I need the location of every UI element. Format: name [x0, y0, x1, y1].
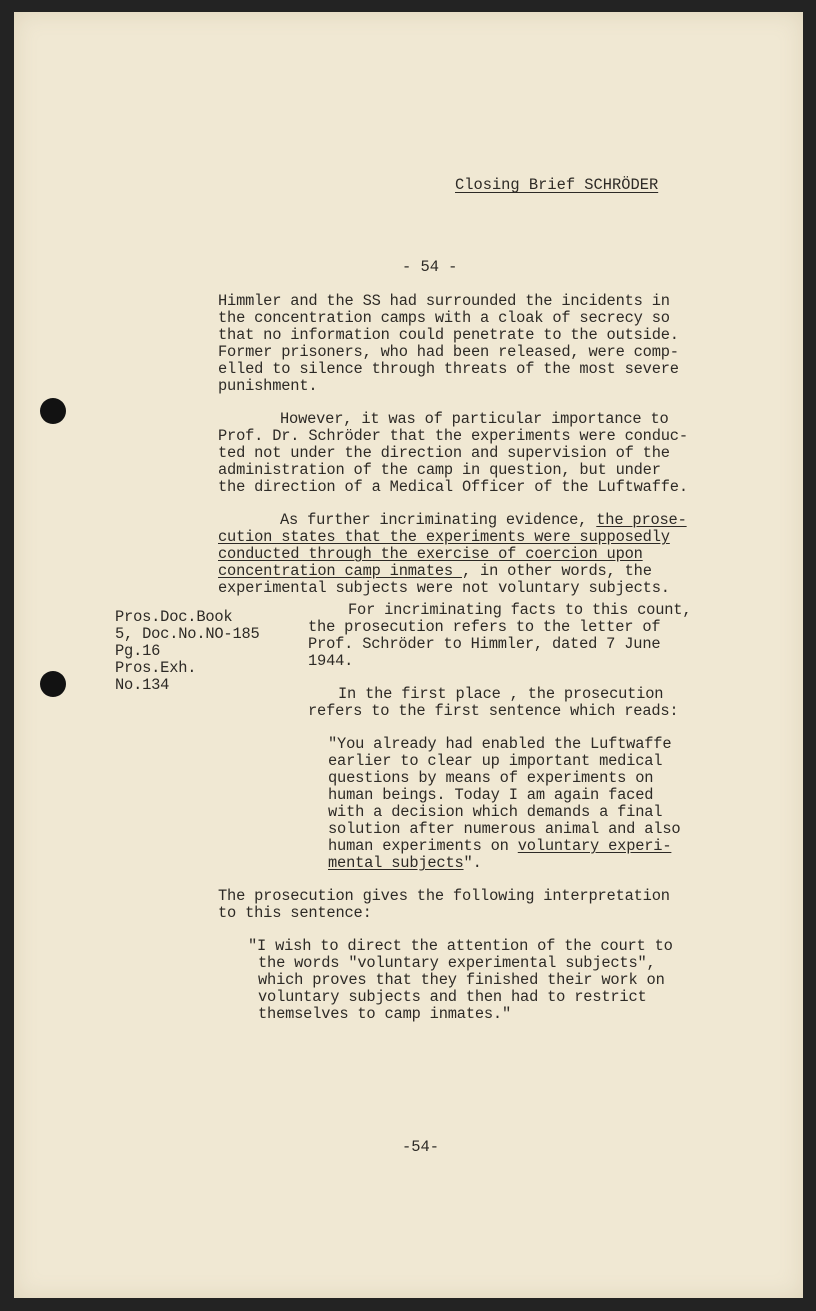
quote-line: human beings. Today I am again faced	[328, 786, 654, 804]
text-line: In the first place , the prosecution	[338, 685, 664, 703]
text-line: refers to the first sentence which reads:	[308, 702, 679, 720]
quote-line: with a decision which demands a final	[328, 803, 663, 821]
text-line: that no information could penetrate to the outside.	[218, 326, 679, 344]
text-line: the concentration camps with a cloak of secrecy so	[218, 309, 670, 327]
text-line: As further incriminating evidence, the prose-	[280, 511, 687, 529]
text-line: For incriminating facts to this count,	[348, 601, 692, 619]
quote-line: questions by means of experiments on	[328, 769, 654, 787]
quote-line: voluntary subjects and then had to restrict	[258, 988, 647, 1006]
margin-note-line: No.134	[115, 676, 170, 694]
page-number-top: - 54 -	[402, 258, 458, 276]
text-line: to this sentence:	[218, 904, 372, 922]
quote-line: mental subjects".	[328, 854, 482, 872]
quote-line: themselves to camp inmates."	[258, 1005, 512, 1023]
margin-note-line: Pros.Doc.Book	[115, 608, 233, 626]
page-number-bottom: -54-	[402, 1138, 439, 1156]
punch-hole	[40, 398, 66, 424]
text-line: administration of the camp in question, but under	[218, 461, 661, 479]
document-title: Closing Brief SCHRÖDER	[455, 176, 659, 194]
text-line: Prof. Dr. Schröder that the experiments were conduc-	[218, 427, 688, 445]
quote-line: "You already had enabled the Luftwaffe	[328, 735, 672, 753]
text-line: Former prisoners, who had been released, were comp-	[218, 343, 679, 361]
margin-note-line: Pros.Exh.	[115, 659, 197, 677]
text-line: punishment.	[218, 377, 318, 395]
document-page	[14, 12, 803, 1298]
text-line: ted not under the direction and supervision of the	[218, 444, 670, 462]
underlined-text: concentration camp inmates	[218, 562, 462, 580]
text-line: elled to silence through threats of the most severe	[218, 360, 679, 378]
text-line: concentration camp inmates , in other words, the	[218, 562, 652, 580]
quote-line: "I wish to direct the attention of the court to	[248, 937, 673, 955]
text-line: The prosecution gives the following interpretation	[218, 887, 670, 905]
quote-line: which proves that they finished their work on	[258, 971, 665, 989]
text-line: However, it was of particular importance to	[280, 410, 669, 428]
text-line: the direction of a Medical Officer of the Luftwaffe.	[218, 478, 688, 496]
text-line: Prof. Schröder to Himmler, dated 7 June	[308, 635, 661, 653]
underlined-text: conducted through the exercise of coercion upon	[218, 545, 643, 563]
text-line: experimental subjects were not voluntary subjects.	[218, 579, 670, 597]
underlined-text: voluntary experi-	[517, 837, 672, 855]
margin-note-line: 5, Doc.No.NO-185	[115, 625, 260, 643]
underlined-text: mental subjects	[328, 854, 464, 872]
quote-line: earlier to clear up important medical	[328, 752, 663, 770]
text-line: Himmler and the SS had surrounded the incidents in	[218, 292, 670, 310]
margin-note-line: Pg.16	[115, 642, 161, 660]
text-line: 1944.	[308, 652, 354, 670]
quote-line: solution after numerous animal and also	[328, 820, 681, 838]
text-line: the prosecution refers to the letter of	[308, 618, 661, 636]
punch-hole	[40, 671, 66, 697]
underlined-text: the prose-	[596, 511, 687, 529]
quote-line: the words "voluntary experimental subjects",	[258, 954, 656, 972]
quote-line: human experiments on voluntary experi-	[328, 837, 672, 855]
underlined-text: cution states that the experiments were supposedly	[218, 528, 670, 546]
